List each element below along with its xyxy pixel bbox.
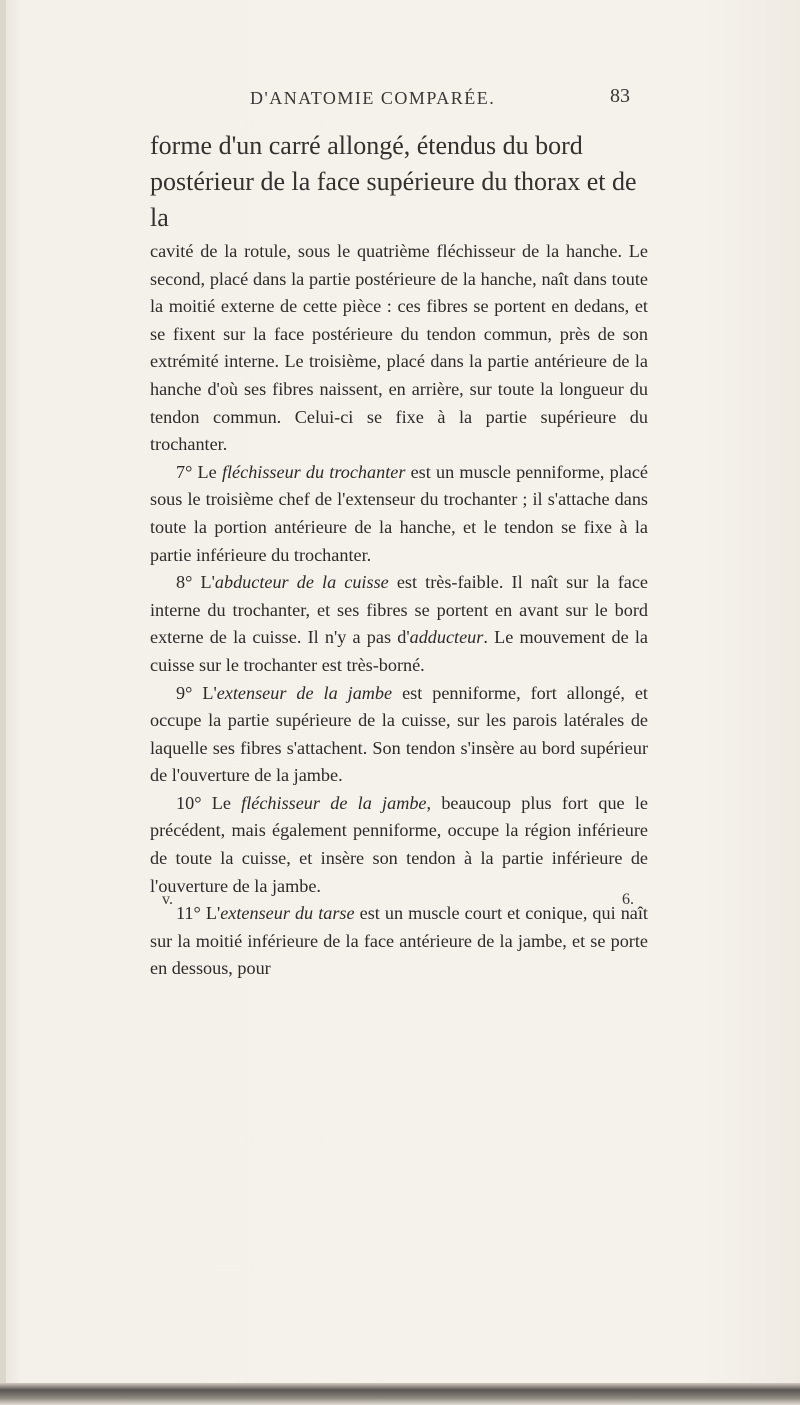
- paragraph-10-prefix: 10° Le: [176, 792, 242, 813]
- paragraph-9-prefix: 9° L': [176, 682, 217, 703]
- paragraph-8-prefix: 8° L': [176, 572, 215, 593]
- paragraph-9-term: extenseur de la jambe: [216, 682, 393, 703]
- running-head: D'ANATOMIE COMPARÉE.: [250, 88, 496, 108]
- paragraph-1: cavité de la rotule, sous le quatrième fléchisseur de la hanche. Le second, placé dans la partie postérieure de la hanche, naît dans toute la moitié externe de cette pièce : ces fibres se portent en dedans, et se fixent sur la face postérieure du tendon commun, près de son extrémité interne. Le troisième, placé dans la partie antérieure de la hanche d'où ses fibres naissent, en arrière, sur toute la longueur du tendon commun. Celui-ci se fixe à la partie supérieure du trochanter.: [150, 241, 648, 455]
- paragraph-7-rest: est un muscle penniforme, placé sous le troisième chef de l'extenseur du trochanter ; il s'attache dans toute la portion antérieure de la hanche, et le tendon se fixe à la partie inférieure du trochanter.: [150, 461, 648, 565]
- paragraph-7-term: fléchisseur du trochanter: [221, 461, 406, 482]
- page-bottom-edge: [0, 1383, 800, 1405]
- page-left-edge: [0, 0, 6, 1405]
- paragraph-8-rest-a: est très-faible. Il naît sur la face interne du trochanter, et ses fibres se portent en avant sur le bord externe de la cuisse. Il n'y a pas d': [150, 572, 648, 648]
- paragraph-11-term: extenseur du tarse: [220, 903, 355, 924]
- paragraph-8: [150, 569, 648, 679]
- paragraph-9: [150, 680, 648, 790]
- signature-number: 6.: [622, 891, 634, 908]
- paragraph-8-rest-b: . Le mouvement de la cuisse sur le trochanter est très-borné.: [150, 627, 648, 675]
- paragraph-10: [150, 790, 648, 900]
- paragraph-8-term: abducteur de la cuisse: [214, 572, 389, 593]
- paragraph-11: [150, 900, 648, 983]
- paragraph-9-rest: est penniforme, fort allongé, et occupe la partie supérieure de la cuisse, sur les parois latérales de laquelle ses fibres s'attachent. Son tendon s'insère au bord supérieur de l'ouverture de la jambe.: [150, 682, 648, 786]
- paragraph-10-rest: , beaucoup plus fort que le précédent, mais également penniforme, occupe la région inférieure de toute la cuisse, et insère son tendon à la partie inférieure de l'ouverture de la jambe.: [150, 792, 649, 896]
- top-text-block: forme d'un carré allongé, étendus du bord postérieur de la face supérieure du thorax et de la: [150, 131, 637, 232]
- paragraph-10-term: fléchisseur de la jambe: [241, 792, 427, 813]
- paragraph-11-prefix: 11° L': [176, 903, 221, 924]
- paragraph-11-rest: est un muscle court et conique, qui naît sur la moitié inférieure de la face antérieure de la jambe, et se porte en dessous, pour: [150, 903, 648, 979]
- page-number: 83: [610, 85, 630, 107]
- paragraph-7: [150, 459, 648, 569]
- paragraph-7-prefix: 7° Le: [176, 461, 222, 482]
- body-text: [150, 238, 648, 983]
- signature-mark: v.: [162, 891, 173, 908]
- paragraph-8-term-b: adducteur: [409, 627, 484, 648]
